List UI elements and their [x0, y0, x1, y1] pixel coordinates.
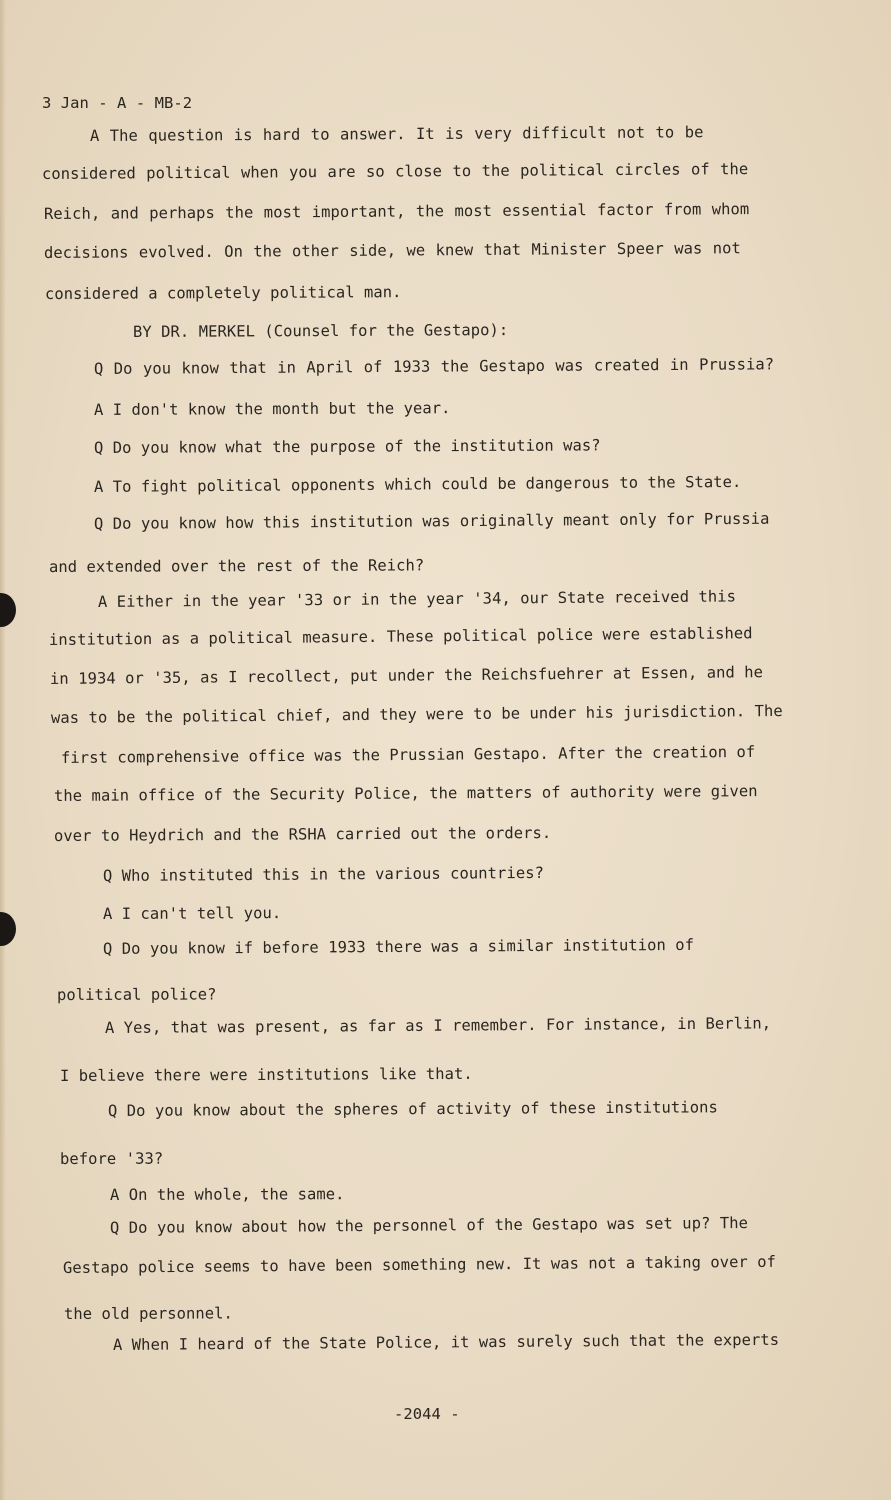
text-line: the main office of the Security Police, the matters of authority were given	[53, 782, 758, 805]
text-line: Q Do you know that in April of 1933 the Gestapo was created in Prussia?	[93, 355, 775, 378]
text-line: considered political when you are so close to the political circles of the	[41, 160, 749, 183]
text-line: A Yes, that was present, as far as I remember. For instance, in Berlin,	[104, 1014, 772, 1037]
text-line: A To fight political opponents which could be dangerous to the State.	[93, 472, 742, 496]
text-line: Q Do you know how this institution was originally meant only for Prussia	[93, 509, 770, 533]
text-line: A I don't know the month but the year.	[93, 399, 451, 419]
text-line: I believe there were institutions like that.	[59, 1064, 473, 1085]
text-line: political police?	[56, 985, 217, 1004]
text-line: Q Do you know about the spheres of activity of these institutions	[107, 1098, 718, 1120]
text-line: was to be the political chief, and they were to be under his jurisdiction. The	[50, 701, 783, 727]
text-line: decisions evolved. On the other side, we knew that Minister Speer was not	[43, 239, 741, 262]
text-line: first comprehensive office was the Prussian Gestapo. After the creation of	[60, 742, 756, 767]
text-line: A I can't tell you.	[102, 904, 282, 923]
page-header: 3 Jan - A - MB-2	[42, 94, 193, 112]
text-line: Gestapo police seems to have been something new. It was not a taking over of	[62, 1252, 777, 1277]
text-line: Q Do you know if before 1933 there was a similar institution of	[102, 935, 695, 958]
binder-hole	[0, 593, 16, 627]
text-line: considered a completely political man.	[44, 283, 402, 303]
text-line: institution as a political measure. These political police were established	[48, 624, 753, 649]
text-line: Reich, and perhaps the most important, the most essential factor from whom	[43, 200, 750, 223]
text-line: in 1934 or '35, as I recollect, put under the Reichsfuehrer at Essen, and he	[49, 663, 764, 688]
examiner-heading: BY DR. MERKEL (Counsel for the Gestapo):	[132, 321, 509, 341]
text-line: A The question is hard to answer. It is very difficult not to be	[89, 123, 704, 145]
text-line: before '33?	[59, 1149, 164, 1168]
binder-hole	[0, 912, 16, 946]
page-number: -2044 -	[394, 1405, 460, 1423]
text-line: Q Do you know about how the personnel of the Gestapo was set up? The	[109, 1213, 749, 1237]
text-line: A On the whole, the same.	[109, 1185, 345, 1204]
text-line: A When I heard of the State Police, it was surely such that the experts	[112, 1330, 780, 1354]
text-line: Q Do you know what the purpose of the institution was?	[93, 436, 601, 457]
text-line: and extended over the rest of the Reich?	[48, 556, 425, 576]
text-line: A Either in the year '33 or in the year '34, our State received this	[97, 587, 737, 611]
text-line: Q Who instituted this in the various countries?	[102, 863, 545, 885]
text-line: over to Heydrich and the RSHA carried out the orders.	[53, 823, 552, 845]
text-line: the old personnel.	[63, 1304, 233, 1323]
page-edge-shadow	[0, 0, 6, 1500]
